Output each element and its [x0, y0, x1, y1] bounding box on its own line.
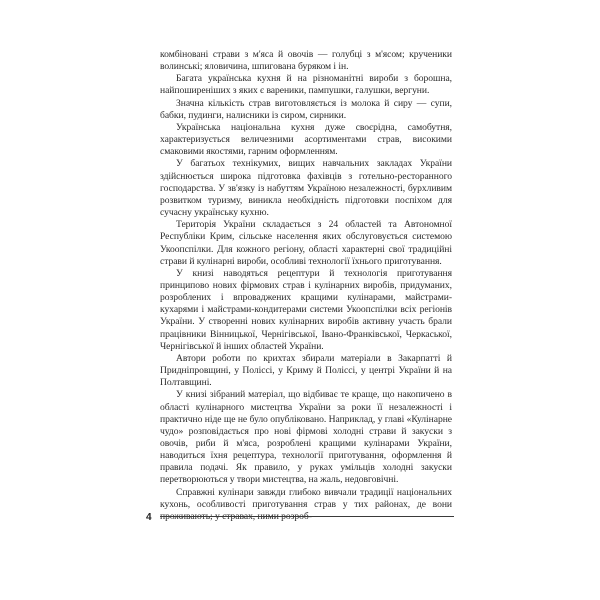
paragraph: Багата українська кухня й на різноманітні вироби з борошна, найпоширеніших з яких є вареники, пампушки, галушки, вергуни. [160, 73, 452, 97]
footer-rule [160, 516, 454, 517]
paragraph: Автори роботи по крихтах збирали матеріали в Закарпатті й Придніпровщині, у Поліссі, у Криму й Поліссі, у центрі України й на Полтавщині. [160, 352, 452, 389]
page-number: 4 [146, 512, 152, 523]
body-text [160, 49, 452, 523]
paragraph: У книзі наводяться рецептури й технологія приготування принципово нових фірмових страв і кулінарних виробів, придуманих, розроблених і впроваджених кращими кулінарами, майстрами-кухарями і майстрами-кондитерами системи Укоопспілки всіх регіонів України. У створенні нових кулінарних виробів активну участь брали працівники Вінницької, Чернігівської, Івано-Франківської, Черкаської, Чернігівської й інших областей України. [160, 267, 452, 352]
paragraph: Значна кількість страв виготовляється із молока й сиру — супи, бабки, пудинги, налисники із сиром, сирники. [160, 97, 452, 121]
paragraph: У багатьох технікумих, вищих навчальних закладах України здійснюється широка підготовка фахівців з готельно-ресторанного господарства. У зв'язку із набуттям Україною незалежності, бурхливим розвитком туризму, виникла необхідність підготовки поспіхом для сучасну українську кухню. [160, 158, 452, 219]
paragraph: Українська національна кухня дуже своєрідна, самобутня, характеризується величезними асортиментами страв, високими смаковими якостями, гарним оформленням. [160, 121, 452, 158]
paragraph: комбіновані страви з м'яса й овочів — голубці з м'ясом; крученики волинські; яловичина, шпигована буряком і ін. [160, 49, 452, 73]
paragraph: У книзі зібраний матеріал, що відбиває те краще, що накопичено в області кулінарного мистецтва України за роки її незалежності і практично ніде ще не було опубліковано. Наприклад, у главі «Кулінарне чудо» розповідається про нові фірмові холодні страви й закуски з овочів, риби й м'яса, розроблені кращими кулінарами України, наводиться їхня рецептура, технології приготування, оформлення й правила подачі. Як правило, у руках умільців холодні закуски перетворюються у твори мистецтва, на жаль, недовговічні. [160, 389, 452, 486]
paragraph: Справжні кулінари завжди глибоко вивчали традиції національних кухонь, особливості приготування страв у тих районах, де вони проживають; у стравах, ними розроб- [160, 486, 452, 522]
paragraph: Територія України складається з 24 областей та Автономної Республіки Крим, сільське населення яких обслуговується системою Укоопспілки. Для кожного регіону, області характерні свої традиційні страви й кулінарні вироби, особливі технології їхнього приготування. [160, 219, 452, 267]
